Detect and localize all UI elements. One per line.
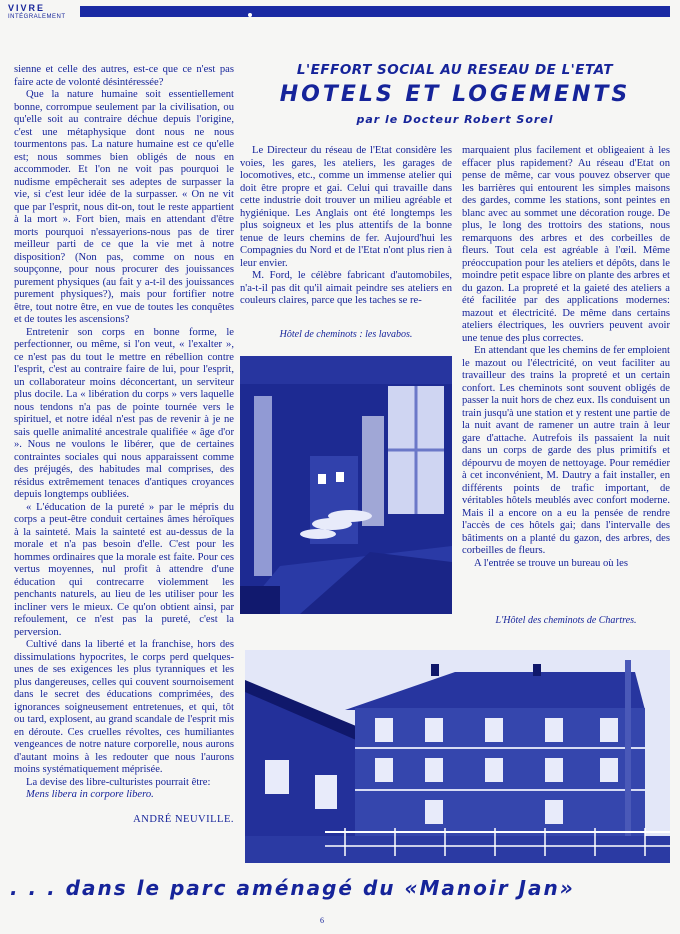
hotel-photo — [245, 650, 670, 863]
magazine-subtitle: INTÉGRALEMENT — [8, 14, 66, 20]
bottom-banner: . . . dans le parc aménagé du «Manoir Jan» — [10, 876, 575, 900]
left-column — [14, 64, 234, 826]
right-paragraph: marquaient plus facilement et obligeaient à les effacer plus rapidement? Au réseau d'Etat on pense de même, car vous pouvez observer que les barrières qui entourent les simples maisons des gardes, comme les stations, sont peintes en blanc avec au sommet une décoration rouge. De plus, le long des trottoirs des stations, nous remarquons des arbres et des corbeilles de fleurs. Tout cela est agréable à l'œil. Même préoccupation pour les ateliers et dépôts, dans le moindre petit espace libre on plante des arbres et du gazon. La propreté et la gaieté des ateliers a été facilitée par des applications modernes: mazout et électricité. De même dans certains ateliers électriques, les ouvriers peuvent avoir une tenue des plus correctes. — [462, 145, 670, 344]
page-number: 6 — [320, 916, 324, 925]
middle-paragraph: Le Directeur du réseau de l'Etat considère les voies, les gares, les ateliers, les garages de locomotives, etc., comme un immense atelier qui doit être propre et gai. Celui qui travaille dans cette industrie doit trouver un milieu agréable et hygiénique. Les Anglais ont été longtemps les plus soigneux et les plus attentifs de la bonne tenue de leurs chemins de fer. Aujourd'hui les Compagnies du Nord et de l'Etat n'ont plus rien à leur envier. — [240, 145, 452, 269]
masthead — [0, 0, 680, 26]
masthead-rule — [80, 6, 670, 17]
motto: Mens libera in corpore libero. — [26, 789, 154, 800]
magazine-title: VIVRE — [8, 3, 46, 13]
left-paragraph: Que la nature humaine soit essentiellement bonne, corrompue seulement par la civilisation, ou qu'elle soit au contraire déchue depuis l'origine, c'est une métaphysique dont nous ne nous tourmentons pas. La nature humaine est ce qu'elle est; nous sommes bien obligés de nous en accommoder. Et l'on ne voit pas pourquoi le nudisme empêcherait ses adeptes de surpasser la vie, si c'est leur idée de la surpasser. « On ne vit que par l'esprit, nous dit-on, tout le reste appartient à la mort ». Fort bien, mais en attendant d'être morts pourquoi n'essayerions-nous pas de tirer meilleur parti de ce que la vie met à notre disposition? (Non pas, comme on nous en soupçonne, pour nous procurer des jouissances purement physiques (au fait y a-t-il des jouissances purement physiques?), mais pour fortifier notre être, tout notre être, en vue de toutes les conquêtes et de toutes les ascensions? — [14, 89, 234, 325]
article-byline: par le Docteur Robert Sorel — [356, 113, 554, 126]
right-paragraph: En attendant que les chemins de fer emploient le mazout ou l'électricité, on veut faciliter au travailleur des trains la propreté et un certain confort. Les cheminots sont souvent obligés de passer la nuit hors de chez eux. Ils conduisent un train jusqu'à une station et y restent une partie de la nuit avant de ramener un autre train à leur gare d'attache. Autrefois ils passaient la nuit dans un corps de garde des plus primitifs et dépourvu de moyen de nettoyage. Pour remédier à cet inconvénient, M. Dautry a fait installer, en différents points de trafic important, de véritables hôtels meublés avec confort moderne. Mais il a encore on a eu la pensée de rendre l'accès de ces hôtels gai; dans l'intervalle des bâtiments on a planté du gazon, des arbres, des corbeilles de fleurs. — [462, 345, 670, 556]
right-column — [462, 145, 670, 570]
article-title: HOTELS ET LOGEMENTS — [279, 82, 631, 107]
middle-paragraph: M. Ford, le célèbre fabricant d'automobiles, n'a-t-il pas dit qu'il aimait peindre ses ateliers en couleurs claires, parce que les taches se re- — [240, 270, 452, 306]
masthead-ornament — [248, 13, 252, 17]
right-paragraph: A l'entrée se trouve un bureau où les — [474, 557, 628, 569]
hotel-building-illustration — [245, 650, 670, 863]
left-paragraph: Cultivé dans la liberté et la franchise, hors des dissimulations hypocrites, le corps perd quelques-unes de ses exigences les plus tyranniques et les plus dangereuses, celles qui couvent sournoisement dans le secret des éducations comprimées, des ignorances soigneusement entretenues, et qui, tôt ou tard, explosent, au grand scandale de l'esprit mis en déroute. Ces cruelles révoltes, ces humiliantes vengeances de notre nature corporelle, nous aurons d'autant moins à les redouter que nous l'aurons moins systématiquement méprisée. — [14, 639, 234, 775]
left-paragraph: Entretenir son corps en bonne forme, le perfectionner, ou même, si l'on veut, « l'exalter », ce n'est pas du tout le mettre en rébellion contre l'esprit, c'est au contraire faire de lui, pour l'esprit, un collaborateur moins déconcertant, un serviteur plus docile. La « libération du corps » vers laquelle nous tendons n'a pas de pointe tournée vers le spirituel, et notre idéal n'est pas de revenir à je ne sais quelle animalité ancestrale qualifiée « âge d'or ». Nous ne voulons le libérer, que de certaines contraintes sociales qui nous apparaissent comme des préjugés, des habitudes mal comprises, des résidus extrêmement tenaces d'antiques croyances depuis longtemps oubliées. — [14, 326, 234, 500]
article-kicker: L'EFFORT SOCIAL AU RESEAU DE L'ETAT — [296, 62, 614, 78]
author-signature: ANDRÉ NEUVILLE. — [133, 813, 234, 825]
washroom-illustration — [240, 356, 452, 614]
washroom-photo — [240, 356, 452, 614]
left-paragraph: « L'éducation de la pureté » par le mépris du corps a peut-être conduit certaines âmes héroïques à la sainteté. Mais la sainteté est au-dessus de la morale et n'a pas besoin d'elle. C'est pour les hommes ordinaires que la morale est faite. Pour ces vertus moyennes, nul profit à attendre d'une éducation qui contrecarre violemment les penchants naturels, au lieu de les utiliser pour les incliner vers le mieux. Ce qu'on obtient ainsi, par refoulement, ce n'est pas la pureté, c'est la perversion. — [14, 501, 234, 638]
left-paragraph: La devise des libre-culturistes pourrait être: — [26, 776, 211, 788]
left-paragraph: sienne et celle des autres, est-ce que ce n'est pas faire acte de volonté désintéressée? — [14, 64, 234, 88]
middle-column — [240, 145, 452, 308]
photo-caption-hotel: L'Hôtel des cheminots de Chartres. — [495, 615, 637, 626]
photo-caption-washroom: Hôtel de cheminots : les lavabos. — [279, 329, 413, 340]
